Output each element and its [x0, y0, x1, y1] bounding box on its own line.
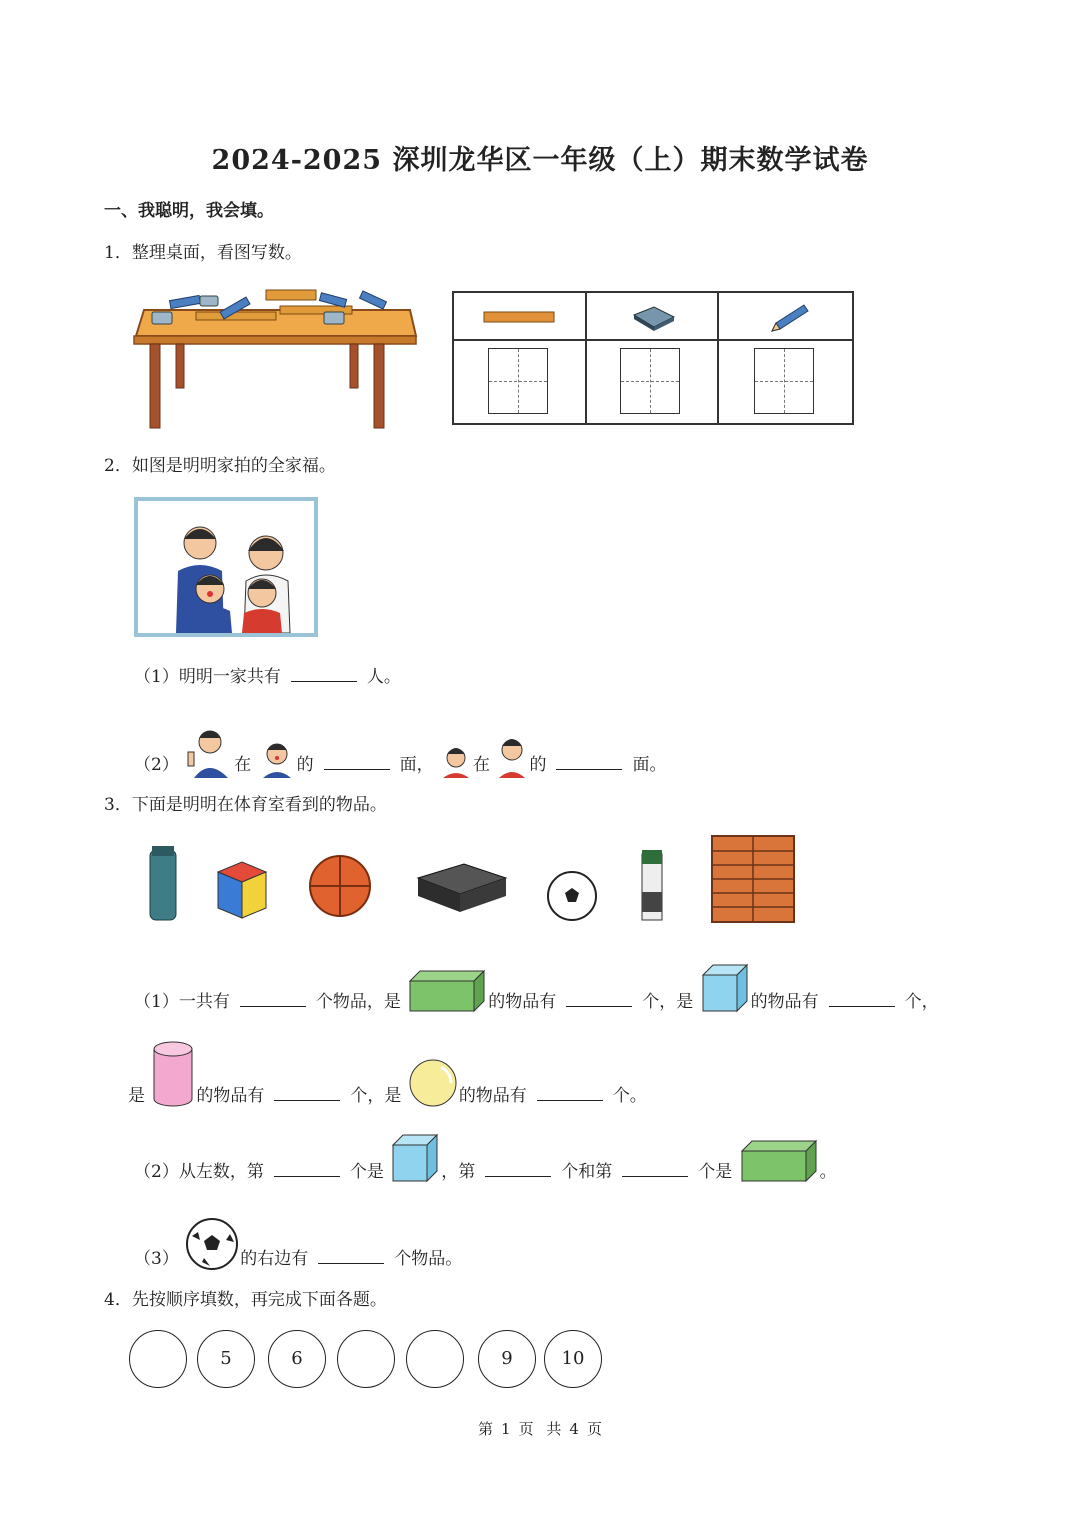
- q2-part2: [134, 750, 666, 780]
- desk-illustration: [130, 282, 420, 432]
- page-footer: [0, 1418, 1080, 1439]
- q3-text-seg: （3）: [134, 1249, 179, 1269]
- water-bottle-icon: [150, 846, 176, 920]
- family-photo: [134, 497, 318, 637]
- q3-text-seg: 个，: [904, 992, 939, 1012]
- green-cuboid-icon: [738, 1137, 820, 1185]
- answer-blank[interactable]: [291, 663, 357, 682]
- q2-p2-text: 在: [473, 755, 491, 775]
- family-illustration: [138, 501, 314, 633]
- number-circle[interactable]: 9: [478, 1330, 536, 1388]
- footer-page-number: 1: [501, 1420, 511, 1438]
- answer-grid[interactable]: [488, 348, 548, 414]
- answer-blank[interactable]: [318, 1245, 384, 1264]
- q3-text-seg: ，第: [441, 1162, 476, 1182]
- q4-text: 4．先按顺序填数，再完成下面各题。: [104, 1290, 387, 1310]
- q3-text: 3．下面是明明在体育室看到的物品。: [104, 795, 387, 815]
- answer-blank[interactable]: [240, 988, 306, 1007]
- answer-blank[interactable]: [485, 1158, 551, 1177]
- soccer-ball-icon: [184, 1216, 240, 1272]
- q3-text-seg: 个，是: [642, 992, 694, 1012]
- glue-stick-icon: [642, 850, 662, 920]
- q3-part1-line1: [134, 987, 939, 1015]
- father-icon: [184, 722, 234, 780]
- brother-icon: [495, 730, 529, 780]
- sports-items: [130, 832, 810, 928]
- count-table: [452, 291, 854, 425]
- q3-text-seg: 个物品，是: [315, 992, 401, 1012]
- answer-blank[interactable]: [556, 751, 622, 770]
- q3-text-seg: 。: [819, 1162, 837, 1182]
- q3-part2: [134, 1157, 837, 1185]
- q3-part3: [134, 1244, 462, 1272]
- page-title: 2024-2025 深圳龙华区一年级（上）期末数学试卷: [211, 145, 869, 176]
- section-heading: 一、我聪明，我会填。: [104, 201, 274, 221]
- answer-blank[interactable]: [274, 1082, 340, 1101]
- q3-text-seg: 的右边有: [240, 1249, 309, 1269]
- number-circle[interactable]: 10: [544, 1330, 602, 1388]
- answer-grid[interactable]: [620, 348, 680, 414]
- q2-p1-text: 人。: [366, 667, 401, 687]
- q1-text: 1．整理桌面，看图写数。: [104, 243, 302, 263]
- q3-text-seg: （1）一共有: [134, 992, 230, 1012]
- footer-total-pages: 4: [569, 1420, 579, 1438]
- pencil-icon: [766, 301, 814, 337]
- footer-text: 共: [546, 1420, 562, 1438]
- q3-text-seg: 个，是: [350, 1086, 402, 1106]
- answer-blank[interactable]: [622, 1158, 688, 1177]
- q3-text-seg: 的物品有: [196, 1086, 265, 1106]
- ruler-icon: [482, 307, 558, 327]
- yellow-sphere-icon: [407, 1057, 459, 1109]
- footer-text: 页: [586, 1420, 602, 1438]
- answer-blank[interactable]: [829, 988, 895, 1007]
- q3-part1-line2: [128, 1081, 647, 1109]
- number-circle[interactable]: [337, 1330, 395, 1388]
- mingming-icon: [257, 734, 297, 780]
- q3-text-seg: 个是: [349, 1162, 384, 1182]
- table-divider: [585, 293, 587, 423]
- q3-text-seg: 的物品有: [488, 992, 557, 1012]
- q2-p2-text: 面。: [632, 755, 667, 775]
- q2-p2-text: 的: [529, 755, 547, 775]
- q2-p2-text: 在: [234, 755, 252, 775]
- footer-text: 第: [478, 1420, 494, 1438]
- q2-part1: [134, 662, 401, 687]
- number-circle[interactable]: 5: [197, 1330, 255, 1388]
- answer-blank[interactable]: [274, 1158, 340, 1177]
- number-circle[interactable]: 6: [268, 1330, 326, 1388]
- q2-p2-text: 面，: [399, 755, 434, 775]
- q2-p2-text: 的: [296, 755, 314, 775]
- mat-box-icon: [418, 864, 506, 912]
- locker-cabinet-icon: [712, 836, 794, 922]
- table-divider: [717, 293, 719, 423]
- basketball-icon: [310, 856, 370, 916]
- q2-p2-text: （2）: [134, 755, 179, 775]
- q3-text-seg: （2）从左数，第: [134, 1162, 264, 1182]
- q3-text-seg: 个和第: [561, 1162, 613, 1182]
- q2-p1-text: （1）明明一家共有: [134, 667, 281, 687]
- blue-cube-icon: [699, 963, 751, 1015]
- eraser-icon: [630, 301, 678, 333]
- rubiks-cube-icon: [218, 862, 266, 918]
- blue-cube-icon: [389, 1133, 441, 1185]
- answer-blank[interactable]: [566, 988, 632, 1007]
- q3-text-seg: 是: [128, 1086, 145, 1106]
- q3-text-seg: 个物品。: [394, 1249, 463, 1269]
- answer-blank[interactable]: [324, 751, 390, 770]
- green-cuboid-icon: [406, 967, 488, 1015]
- soccer-ball-icon: [548, 872, 596, 920]
- footer-text: 页: [518, 1420, 534, 1438]
- number-circle[interactable]: [129, 1330, 187, 1388]
- q3-text-seg: 的物品有: [750, 992, 819, 1012]
- table-divider: [454, 339, 852, 341]
- q3-text-seg: 个是: [698, 1162, 733, 1182]
- sister-icon: [439, 740, 473, 780]
- q3-text-seg: 的物品有: [458, 1086, 527, 1106]
- q3-text-seg: 个。: [612, 1086, 647, 1106]
- pink-cylinder-icon: [150, 1039, 196, 1109]
- answer-grid[interactable]: [754, 348, 814, 414]
- number-circle[interactable]: [406, 1330, 464, 1388]
- q2-text: 2．如图是明明家拍的全家福。: [104, 456, 336, 476]
- answer-blank[interactable]: [537, 1082, 603, 1101]
